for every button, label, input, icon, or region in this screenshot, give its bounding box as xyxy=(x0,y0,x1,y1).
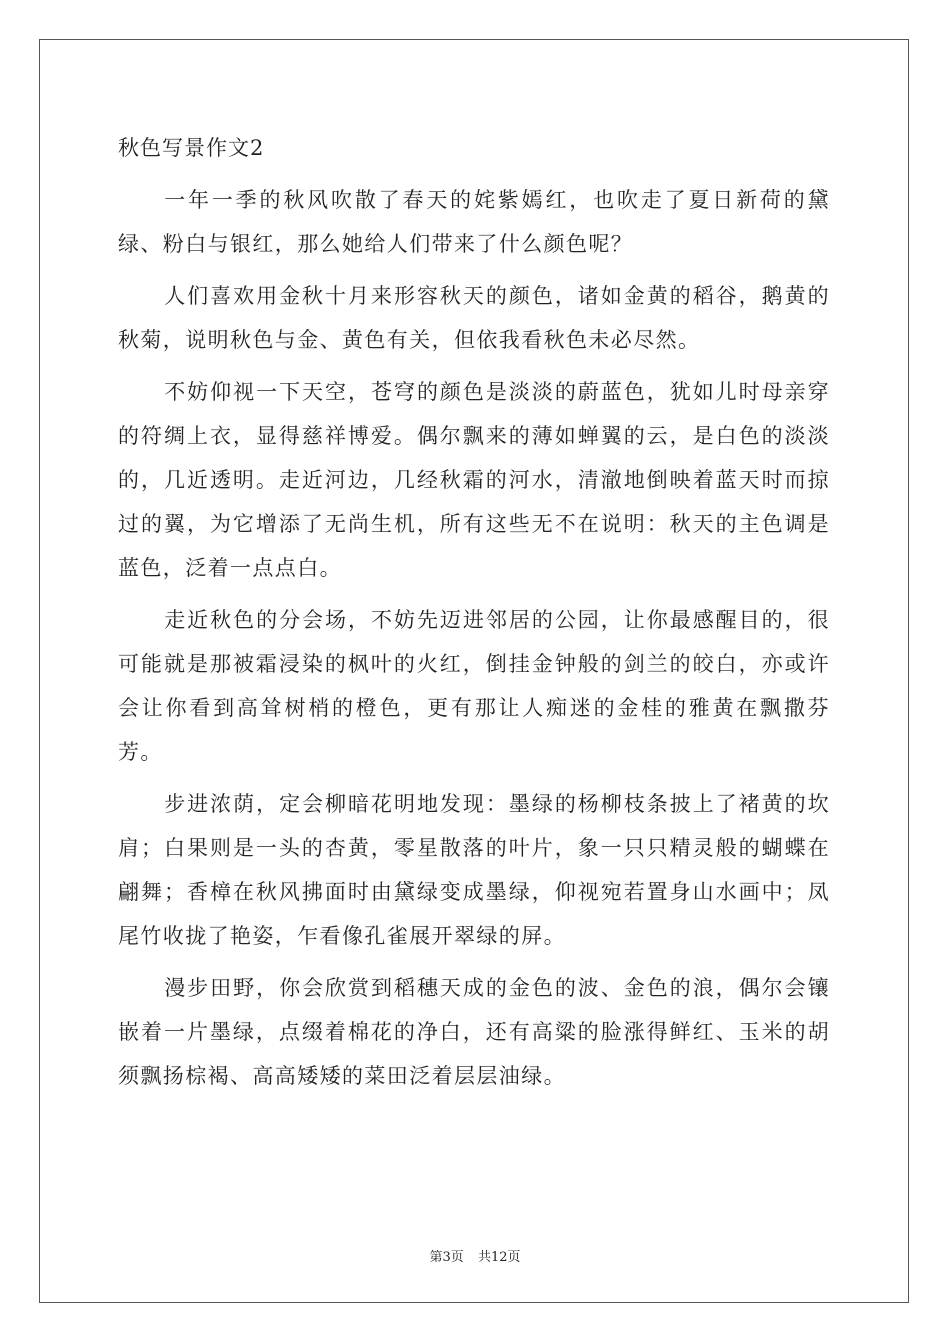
document-title: 秋色写景作文2 xyxy=(118,136,265,160)
paragraph-1: 一年一季的秋风吹散了春天的姹紫嫣红，也吹走了夏日新荷的黛绿、粉白与银红，那么她给人们带来了什么颜色呢？ xyxy=(118,188,830,256)
paragraph-6: 漫步田野，你会欣赏到稻穗天成的金色的波、金色的浪，偶尔会镶嵌着一片墨绿，点缀着棉花的净白，还有高粱的脸涨得鲜红、玉米的胡须飘扬棕褐、高高矮矮的菜田泛着层层油绿。 xyxy=(118,976,830,1088)
paragraph-2: 人们喜欢用金秋十月来形容秋天的颜色，诸如金黄的稻谷，鹅黄的秋菊，说明秋色与金、黄色有关，但依我看秋色未必尽然。 xyxy=(118,284,830,352)
document-body xyxy=(118,126,830,1106)
page-number: 第3页 xyxy=(429,1250,464,1265)
paragraph-3: 不妨仰视一下天空，苍穹的颜色是淡淡的蔚蓝色，犹如儿时母亲穿的符绸上衣，显得慈祥博爱。偶尔飘来的薄如蝉翼的云，是白色的淡淡的，几近透明。走近河边，几经秋霜的河水，清澈地倒映着蓝天时而掠过的翼，为它增添了无尚生机，所有这些无不在说明：秋天的主色调是蓝色，泛着一点点白。 xyxy=(118,380,830,580)
page-total: 共12页 xyxy=(477,1250,521,1265)
paragraph-5: 步进浓荫，定会柳暗花明地发现：墨绿的杨柳枝条披上了褚黄的坎肩；白果则是一头的杏黄，零星散落的叶片，象一只只精灵般的蝴蝶在翩舞；香樟在秋风拂面时由黛绿变成墨绿，仰视宛若置身山水画中；凤尾竹收拢了艳姿，乍看像孔雀展开翠绿的屏。 xyxy=(118,792,830,948)
page-footer xyxy=(0,1246,950,1265)
paragraph-4: 走近秋色的分会场，不妨先迈进邻居的公园，让你最感醒目的，很可能就是那被霜浸染的枫叶的火红，倒挂金钟般的剑兰的皎白，亦或许会让你看到高耸树梢的橙色，更有那让人痴迷的金桂的雅黄在飘撒芬芳。 xyxy=(118,608,830,764)
